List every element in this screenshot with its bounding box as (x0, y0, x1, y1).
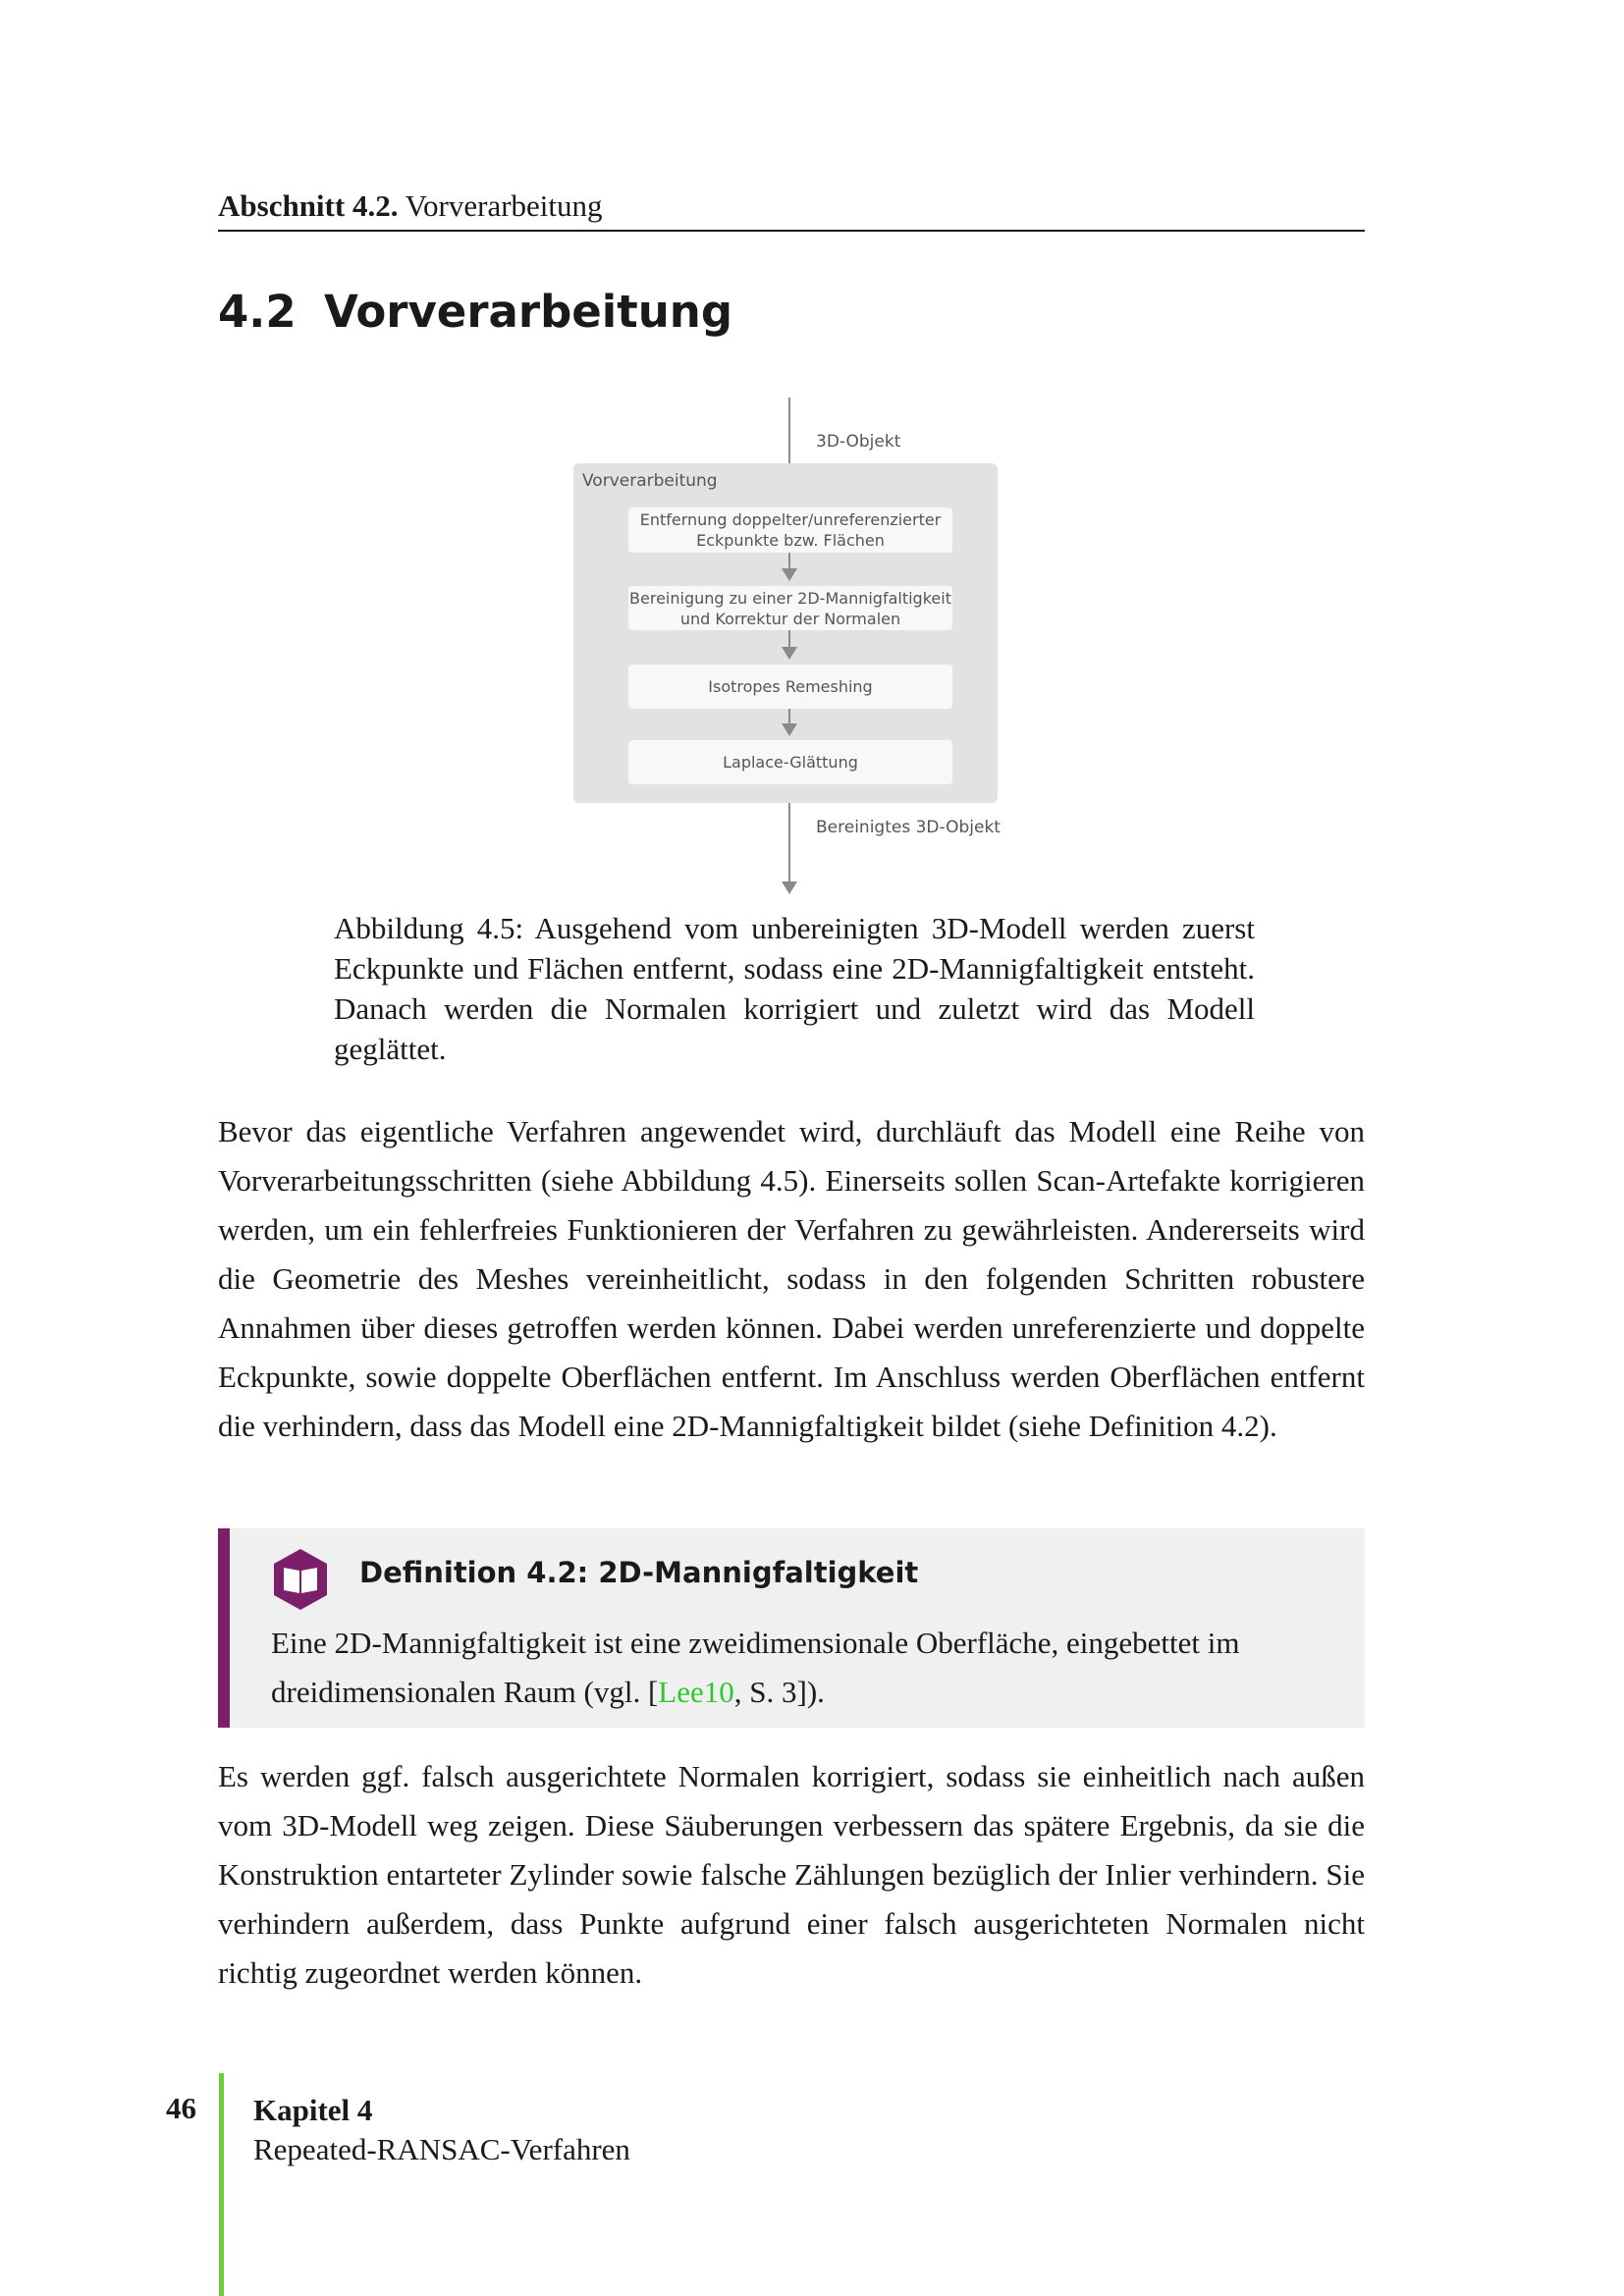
body-paragraph-2: Es werden ggf. falsch ausgerichtete Normalen korrigiert, sodass sie einheitlich nach außen vom 3D-Modell weg zeigen. Diese Säuberungen verbessern das spätere Ergebnis, da sie die Konstruktion entarteter Zylinder sowie falsche Zählungen bezüglich der Inlier verhindern. Sie verhindern außerdem, dass Punkte aufgrund einer falsch ausgerichteten Normalen nicht richtig zugeordnet werden können. (218, 1759, 1365, 1990)
caption-text: Ausgehend vom unbereinigten 3D-Modell werden zuerst Eckpunkte und Flächen entfernt, sodass eine 2D-Mannigfaltigkeit entsteht. Danach werden die Normalen korrigiert und zuletzt wird das Modell geglättet. (334, 911, 1255, 1066)
step-4-label: Laplace-Glättung (723, 753, 858, 772)
step-remove-vertices (628, 507, 952, 553)
arrowhead-2-3 (782, 647, 797, 660)
group-label: Vorverarbeitung (582, 471, 718, 491)
arrowhead-3-4 (782, 723, 797, 736)
section-number: 4.2 (218, 286, 297, 338)
footer-rule (219, 2073, 224, 2296)
step-3-label: Isotropes Remeshing (708, 677, 873, 696)
definition-text (271, 1619, 1351, 1717)
section-heading (218, 283, 732, 342)
definition-text-before: Eine 2D-Mannigfaltigkeit ist eine zweidimensionale Oberfläche, eingebettet im dreidimensionalen Raum (vgl. [ (271, 1626, 1240, 1709)
step-2-line-2: und Korrektur der Normalen (679, 609, 901, 628)
definition-text-after: , S. 3]). (733, 1675, 825, 1709)
figure-caption (334, 908, 1255, 1069)
section-title: Vorverarbeitung (324, 286, 733, 338)
arrowhead-1-2 (782, 568, 797, 581)
header-section-title: Vorverarbeitung (405, 188, 603, 223)
citation-link[interactable]: Lee10 (658, 1675, 734, 1709)
output-label: Bereinigtes 3D-Objekt (816, 818, 1001, 837)
caption-label: Abbildung 4.5: (334, 911, 524, 945)
output-arrowhead (782, 881, 797, 894)
definition-box (218, 1528, 1365, 1728)
page-number: 46 (166, 2091, 196, 2125)
footer-chapter-title: Repeated-RANSAC-Verfahren (253, 2132, 630, 2166)
body-paragraph-1: Bevor das eigentliche Verfahren angewendet wird, durchläuft das Modell eine Reihe von Vorverarbeitungsschritten (siehe Abbildung 4.5). Einerseits sollen Scan-Artefakte korrigieren werden, um ein fehlerfreies Funktionieren der Verfahren zu gewährleisten. Andererseits wird die Geometrie des Meshes vereinheitlicht, sodass in den folgenden Schritten robustere Annahmen über dieses getroffen werden können. Dabei werden unreferenzierte und doppelte Eckpunkte, sowie doppelte Oberflächen entfernt. Im Anschluss werden Oberflächen entfernt die verhindern, dass das Modell eine 2D-Mannigfaltigkeit bildet (siehe Definition 4.2). (218, 1114, 1365, 1443)
output-arrow (788, 803, 790, 883)
step-laplace-smoothing (628, 740, 952, 784)
step-isotropic-remeshing (628, 665, 952, 709)
step-manifold-cleanup (628, 586, 952, 630)
header-section-label: Abschnitt 4.2. (218, 188, 399, 223)
step-2-line-1: Bereinigung zu einer 2D-Mannigfaltigkeit (629, 588, 951, 608)
preprocessing-flow-diagram (550, 398, 1021, 898)
step-1-line-2: Eckpunkte bzw. Flächen (696, 531, 885, 550)
footer-chapter: Kapitel 4 (253, 2093, 373, 2127)
definition-title: Definition 4.2: 2D-Mannigfaltigkeit (359, 1556, 919, 1589)
book-icon (271, 1547, 330, 1612)
running-header (218, 187, 1365, 232)
step-1-line-1: Entfernung doppelter/unreferenzierter (639, 510, 942, 529)
input-label: 3D-Objekt (816, 432, 901, 452)
